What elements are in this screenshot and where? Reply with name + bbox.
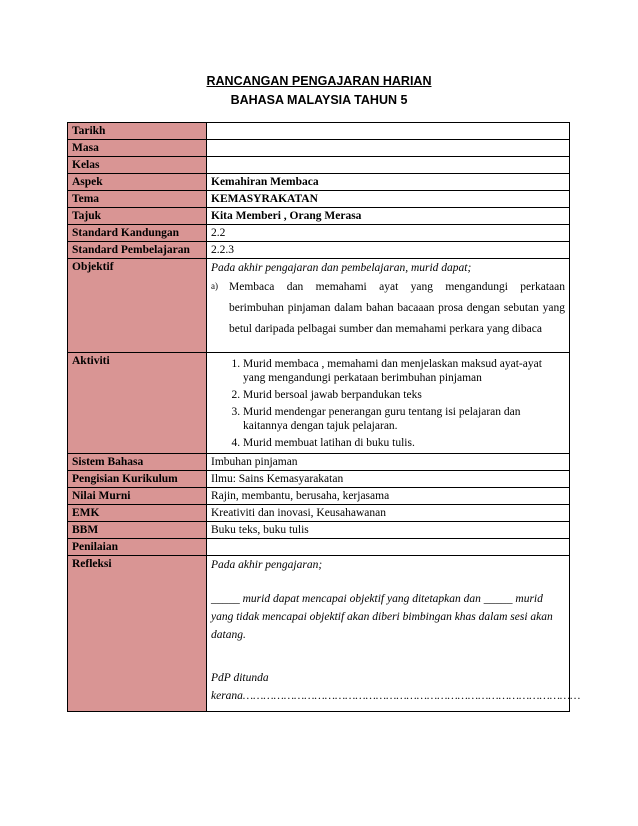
table-row: [68, 488, 570, 505]
table-row: [68, 556, 570, 712]
row-label-masa: Masa: [68, 140, 207, 157]
reflection-statement: _____ murid dapat mencapai objektif yang ditetapkan dan _____ murid yang tidak mencapai objektif akan diberi bimbingan khas dalam sesi akan datang.: [211, 593, 553, 641]
table-row: [68, 157, 570, 174]
activity-list: [211, 357, 565, 450]
table-row: [68, 259, 570, 353]
row-label-standard-pembelajaran: Standard Pembelajaran: [68, 242, 207, 259]
row-value-tema: KEMASYRAKATAN: [207, 191, 570, 208]
row-label-emk: EMK: [68, 505, 207, 522]
row-label-aspek: Aspek: [68, 174, 207, 191]
row-value-tajuk: Kita Memberi , Orang Merasa: [207, 208, 570, 225]
document-subtitle: BAHASA MALAYSIA TAHUN 5: [230, 93, 408, 107]
objective-intro: Pada akhir pengajaran dan pembelajaran, murid dapat;: [211, 262, 472, 274]
row-value-tarikh: [207, 123, 570, 140]
row-value-kelas: [207, 157, 570, 174]
row-value-refleksi: [207, 556, 581, 712]
table-row: [68, 174, 570, 191]
row-value-aktiviti: [207, 353, 570, 454]
objective-marker: a): [211, 281, 218, 291]
table-row: [68, 353, 570, 454]
row-label-nilai-murni: Nilai Murni: [68, 488, 207, 505]
row-label-bbm: BBM: [68, 522, 207, 539]
row-value-nilai-murni: Rajin, membantu, berusaha, kerjasama: [207, 488, 570, 505]
table-row: [68, 191, 570, 208]
table-row: [68, 454, 570, 471]
row-value-bbm: Buku teks, buku tulis: [207, 522, 570, 539]
table-row: [68, 505, 570, 522]
list-item: 4. Murid membuat latihan di buku tulis.: [243, 436, 565, 450]
table-row: [68, 140, 570, 157]
row-label-pengisian-kurikulum: Pengisian Kurikulum: [68, 471, 207, 488]
row-label-standard-kandungan: Standard Kandungan: [68, 225, 207, 242]
objective-item: [211, 277, 565, 340]
table-row: [68, 539, 570, 556]
row-value-emk: Kreativiti dan inovasi, Keusahawanan: [207, 505, 570, 522]
lesson-plan-table: [67, 122, 581, 712]
document-title: RANCANGAN PENGAJARAN HARIAN: [206, 74, 432, 88]
row-value-penilaian: [207, 539, 570, 556]
row-label-tarikh: Tarikh: [68, 123, 207, 140]
row-label-sistem-bahasa: Sistem Bahasa: [68, 454, 207, 471]
row-label-refleksi: Refleksi: [68, 556, 207, 712]
table-row: [68, 471, 570, 488]
row-value-aspek: Kemahiran Membaca: [207, 174, 570, 191]
row-value-standard-kandungan: 2.2: [207, 225, 570, 242]
reflection-reason: kerana………………………………………………………………………………………: [211, 690, 581, 702]
row-label-tema: Tema: [68, 191, 207, 208]
row-label-aktiviti: Aktiviti: [68, 353, 207, 454]
row-value-pengisian-kurikulum: Ilmu: Sains Kemasyarakatan: [207, 471, 570, 488]
list-item: 3. Murid mendengar penerangan guru tentang isi pelajaran dan kaitannya dengan tajuk pelajaran.: [243, 405, 565, 433]
table-row: [68, 522, 570, 539]
row-value-standard-pembelajaran: 2.2.3: [207, 242, 570, 259]
objective-text: Membaca dan memahami ayat yang mengandungi perkataan berimbuhan pinjaman dalam bahan bacaaan prosa dengan sebutan yang betul daripada pelbagai sumber dan memahami perkara yang dibaca: [229, 281, 565, 335]
row-value-sistem-bahasa: Imbuhan pinjaman: [207, 454, 570, 471]
list-item: 2. Murid bersoal jawab berpandukan teks: [243, 388, 565, 402]
reflection-postponed: PdP ditunda: [211, 672, 269, 684]
table-row: [68, 225, 570, 242]
reflection-intro: Pada akhir pengajaran;: [211, 559, 323, 571]
row-value-objektif: [207, 259, 570, 353]
row-value-masa: [207, 140, 570, 157]
row-label-tajuk: Tajuk: [68, 208, 207, 225]
list-item: 1. Murid membaca , memahami dan menjelaskan maksud ayat-ayat yang mengandungi perkataan berimbuhan pinjaman: [243, 357, 565, 385]
table-row: [68, 123, 570, 140]
table-row: [68, 208, 570, 225]
row-label-kelas: Kelas: [68, 157, 207, 174]
row-label-objektif: Objektif: [68, 259, 207, 353]
row-label-penilaian: Penilaian: [68, 539, 207, 556]
table-row: [68, 242, 570, 259]
